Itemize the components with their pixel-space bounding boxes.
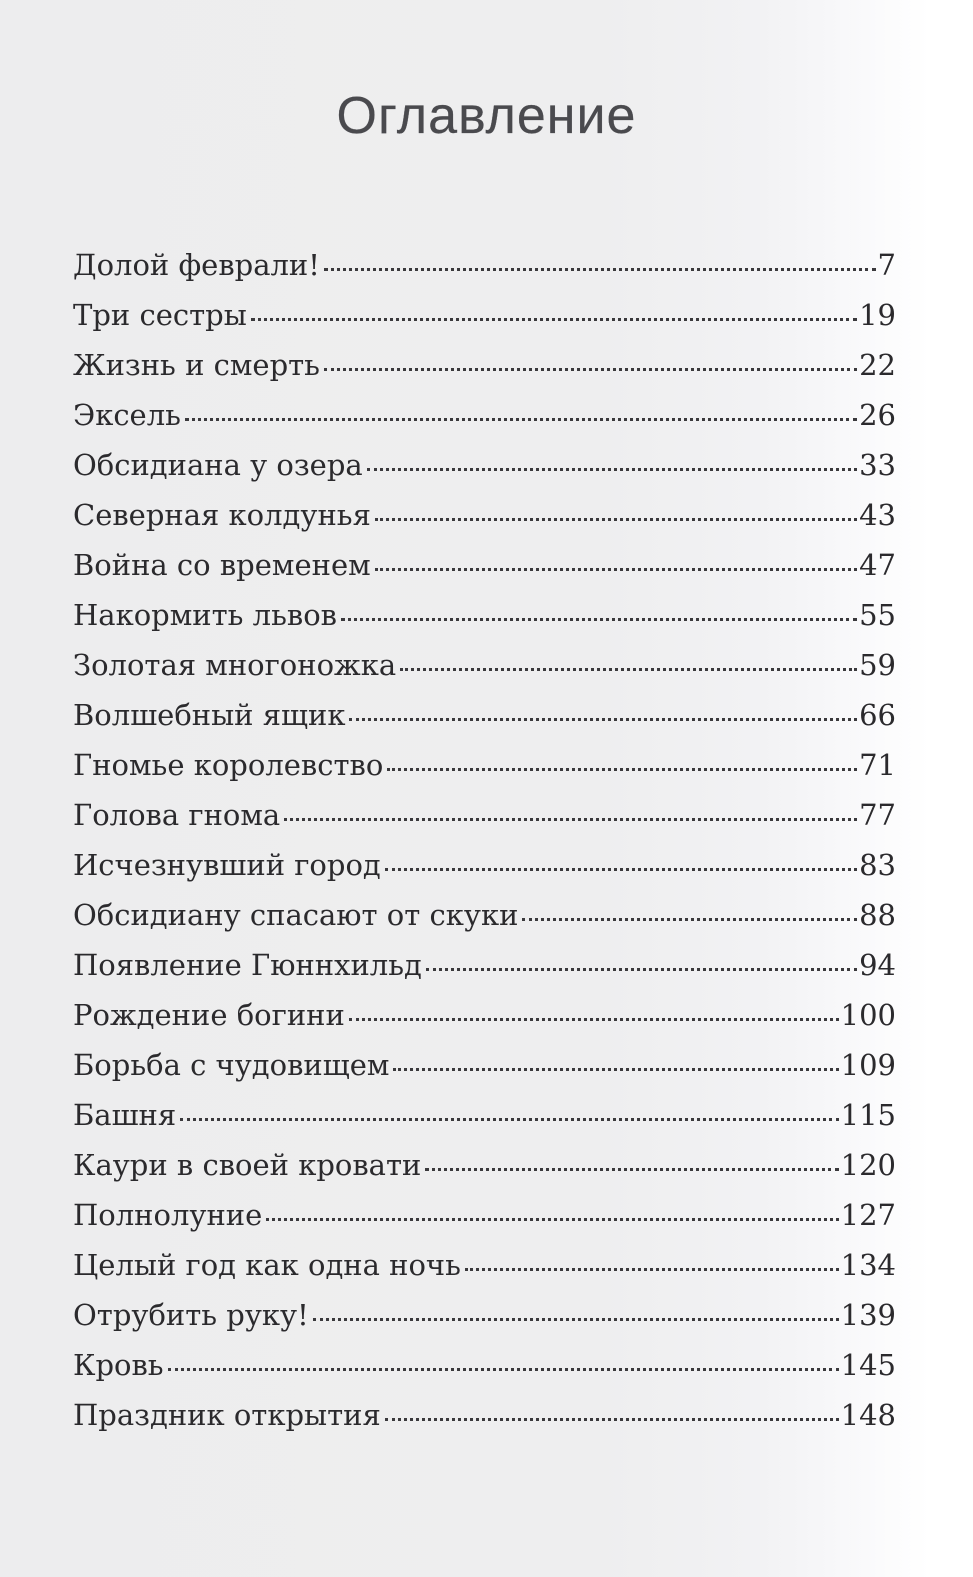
dot-leader — [367, 468, 857, 471]
toc-entry-page-number: 83 — [859, 848, 896, 882]
dot-leader — [266, 1218, 838, 1221]
dot-leader — [324, 368, 857, 371]
table-of-contents — [73, 240, 896, 1440]
toc-entry — [73, 290, 896, 340]
toc-entry — [73, 1340, 896, 1390]
toc-entry-title: Золотая многоножка — [73, 648, 397, 682]
toc-entry-page-number: 26 — [859, 398, 896, 432]
toc-entry — [73, 890, 896, 940]
toc-entry — [73, 1140, 896, 1190]
toc-entry-page-number: 134 — [840, 1248, 896, 1282]
toc-entry — [73, 990, 896, 1040]
toc-entry-page-number: 19 — [859, 298, 896, 332]
toc-entry-page-number: 139 — [840, 1298, 896, 1332]
toc-entry — [73, 1190, 896, 1240]
toc-entry — [73, 440, 896, 490]
dot-leader — [341, 618, 857, 621]
toc-entry-title: Башня — [73, 1098, 177, 1132]
toc-entry-title: Война со временем — [73, 548, 371, 582]
dot-leader — [313, 1318, 839, 1321]
toc-entry — [73, 1390, 896, 1440]
toc-entry-page-number: 109 — [840, 1048, 896, 1082]
toc-entry-page-number: 43 — [859, 498, 896, 532]
toc-entry-title: Обсидиана у озера — [73, 448, 363, 482]
toc-entry-page-number: 66 — [859, 698, 896, 732]
dot-leader — [400, 668, 857, 671]
toc-entry — [73, 1290, 896, 1340]
toc-entry-page-number: 120 — [840, 1148, 896, 1182]
dot-leader — [385, 868, 857, 871]
toc-entry-title: Три сестры — [73, 298, 247, 332]
toc-entry — [73, 240, 896, 290]
toc-entry — [73, 840, 896, 890]
dot-leader — [324, 268, 876, 271]
toc-entry — [73, 390, 896, 440]
toc-entry-page-number: 77 — [859, 798, 896, 832]
dot-leader — [349, 1018, 839, 1021]
dot-leader — [387, 768, 857, 771]
toc-entry-title: Появление Гюннхильд — [73, 948, 422, 982]
dot-leader — [393, 1068, 838, 1071]
toc-entry — [73, 1240, 896, 1290]
toc-entry-page-number: 33 — [859, 448, 896, 482]
toc-entry-title: Рождение богини — [73, 998, 345, 1032]
toc-entry-page-number: 127 — [840, 1198, 896, 1232]
toc-entry-page-number: 115 — [840, 1098, 896, 1132]
toc-entry-title: Обсидиану спасают от скуки — [73, 898, 519, 932]
toc-entry-title: Борьба с чудовищем — [73, 1048, 390, 1082]
dot-leader — [425, 1168, 838, 1171]
toc-entry-page-number: 94 — [859, 948, 896, 982]
toc-entry-page-number: 148 — [840, 1398, 896, 1432]
toc-entry — [73, 940, 896, 990]
dot-leader — [185, 418, 857, 421]
dot-leader — [375, 568, 857, 571]
toc-entry-title: Праздник открытия — [73, 1398, 381, 1432]
toc-entry-page-number: 145 — [840, 1348, 896, 1382]
toc-entry-title: Отрубить руку! — [73, 1298, 309, 1332]
toc-entry-title: Северная колдунья — [73, 498, 371, 532]
dot-leader — [522, 918, 857, 921]
toc-entry-page-number: 100 — [840, 998, 896, 1032]
toc-entry-title: Накормить львов — [73, 598, 337, 632]
toc-entry — [73, 540, 896, 590]
toc-entry-title: Исчезнувший город — [73, 848, 381, 882]
toc-entry-title: Целый год как одна ночь — [73, 1248, 461, 1282]
dot-leader — [349, 718, 857, 721]
toc-entry — [73, 490, 896, 540]
toc-entry — [73, 590, 896, 640]
toc-entry — [73, 790, 896, 840]
page-title: Оглавление — [336, 87, 637, 145]
dot-leader — [284, 818, 857, 821]
toc-entry — [73, 340, 896, 390]
dot-leader — [180, 1118, 838, 1121]
dot-leader — [168, 1368, 839, 1371]
toc-entry-title: Голова гнома — [73, 798, 281, 832]
toc-entry — [73, 690, 896, 740]
toc-entry-title: Долой феврали! — [73, 248, 320, 282]
toc-entry-page-number: 7 — [877, 248, 896, 282]
toc-entry — [73, 640, 896, 690]
toc-entry-title: Жизнь и смерть — [73, 348, 320, 382]
toc-entry — [73, 1040, 896, 1090]
toc-entry-page-number: 71 — [859, 748, 896, 782]
toc-entry-page-number: 88 — [859, 898, 896, 932]
dot-leader — [426, 968, 857, 971]
toc-entry — [73, 1090, 896, 1140]
dot-leader — [251, 318, 857, 321]
toc-entry-title: Каури в своей кровати — [73, 1148, 422, 1182]
toc-entry-page-number: 59 — [859, 648, 896, 682]
toc-entry-title: Волшебный ящик — [73, 698, 346, 732]
toc-entry-page-number: 22 — [859, 348, 896, 382]
toc-entry-page-number: 47 — [859, 548, 896, 582]
toc-entry-title: Кровь — [73, 1348, 164, 1382]
toc-entry-title: Гномье королевство — [73, 748, 384, 782]
dot-leader — [465, 1268, 839, 1271]
toc-entry — [73, 740, 896, 790]
dot-leader — [385, 1418, 839, 1421]
dot-leader — [375, 518, 857, 521]
toc-entry-page-number: 55 — [859, 598, 896, 632]
toc-entry-title: Полнолуние — [73, 1198, 263, 1232]
toc-entry-title: Эксель — [73, 398, 181, 432]
